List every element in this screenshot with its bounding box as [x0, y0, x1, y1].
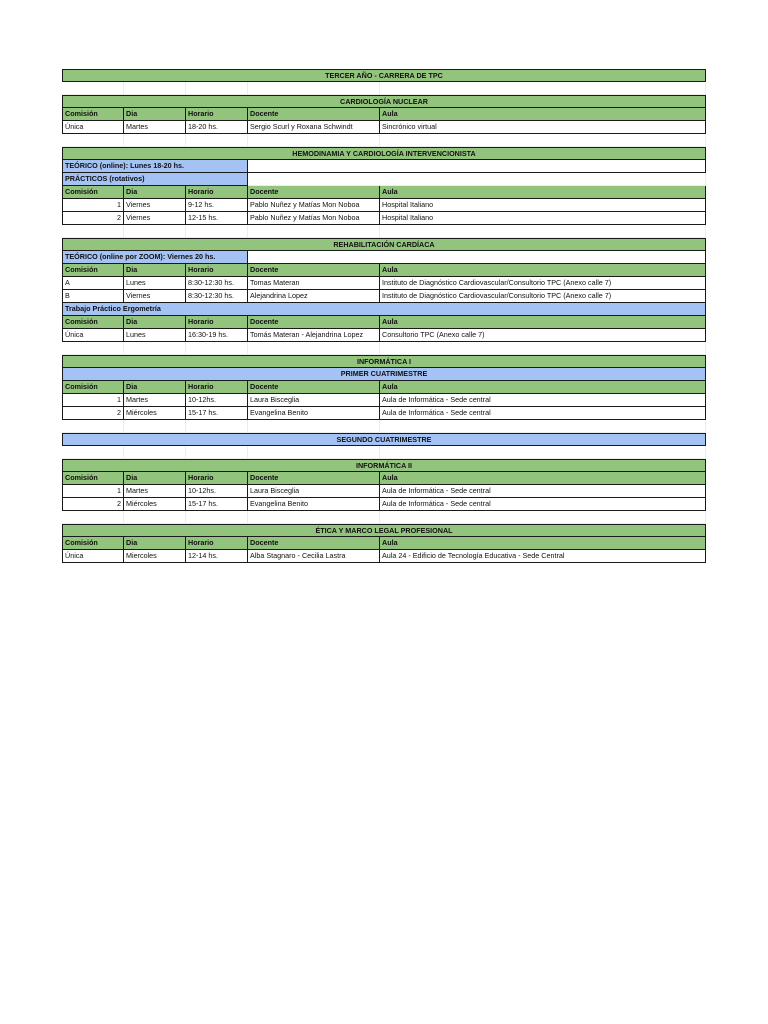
- practico-ergometria-info[interactable]: Trabajo Práctico Ergometría: [62, 303, 706, 316]
- schedule-sheet: [62, 69, 706, 563]
- col-comision[interactable]: Comisión: [62, 381, 124, 394]
- col-horario[interactable]: Horario: [186, 316, 248, 329]
- col-aula[interactable]: Aula: [380, 381, 706, 394]
- section-title-informatica-1[interactable]: INFORMÁTICA I: [62, 355, 706, 368]
- section-title-row: [62, 433, 706, 446]
- practicos-info[interactable]: PRÁCTICOS (rotativos): [62, 173, 248, 186]
- table-row: [62, 212, 706, 225]
- table-row: [62, 121, 706, 134]
- cell-docente[interactable]: Tomás Materan - Alejandrina Lopez: [248, 329, 380, 342]
- section-title-hemodinamia[interactable]: HEMODINAMIA Y CARDIOLOGÍA INTERVENCIONISTA: [62, 147, 706, 160]
- cell-horario[interactable]: 10-12hs.: [186, 485, 248, 498]
- cell-comision[interactable]: 1: [62, 199, 124, 212]
- col-aula[interactable]: Aula: [380, 472, 706, 485]
- cell-aula[interactable]: Instituto de Diagnóstico Cardiovascular/Consultorio TPC (Anexo calle 7): [380, 277, 706, 290]
- col-docente[interactable]: Docente: [248, 537, 380, 550]
- cell-docente[interactable]: Alba Stagnaro - Cecilia Lastra: [248, 550, 380, 563]
- col-docente[interactable]: Docente: [248, 186, 380, 199]
- cell-comision[interactable]: 1: [62, 394, 124, 407]
- col-aula[interactable]: Aula: [380, 108, 706, 121]
- info-row: [62, 251, 706, 264]
- cell-comision[interactable]: A: [62, 277, 124, 290]
- col-docente[interactable]: Docente: [248, 316, 380, 329]
- col-dia[interactable]: Dia: [124, 472, 186, 485]
- table-row: [62, 277, 706, 290]
- cell-dia[interactable]: Lunes: [124, 329, 186, 342]
- cell-aula[interactable]: Instituto de Diagnóstico Cardiovascular/Consultorio TPC (Anexo calle 7): [380, 290, 706, 303]
- table-row: [62, 290, 706, 303]
- column-header-row: [62, 264, 706, 277]
- table-row: [62, 550, 706, 563]
- cell-comision[interactable]: Única: [62, 121, 124, 134]
- empty-cell[interactable]: [248, 160, 706, 173]
- spacer-row: [62, 420, 706, 433]
- cell-horario[interactable]: 12-14 hs.: [186, 550, 248, 563]
- cell-horario[interactable]: 16:30-19 hs.: [186, 329, 248, 342]
- col-dia[interactable]: Dia: [124, 108, 186, 121]
- cell-dia[interactable]: Miercoles: [124, 550, 186, 563]
- column-header-row: [62, 316, 706, 329]
- section-title-segundo-cuatrimestre[interactable]: SEGUNDO CUATRIMESTRE: [62, 433, 706, 446]
- col-dia[interactable]: Dia: [124, 381, 186, 394]
- cell-comision[interactable]: 2: [62, 212, 124, 225]
- cell-docente[interactable]: Pablo Nuñez y Matías Mon Noboa: [248, 212, 380, 225]
- info-row: [62, 160, 706, 173]
- col-dia[interactable]: Dia: [124, 186, 186, 199]
- column-header-row: [62, 472, 706, 485]
- cell-aula[interactable]: Aula de Informática - Sede central: [380, 498, 706, 511]
- col-docente[interactable]: Docente: [248, 108, 380, 121]
- col-aula[interactable]: Aula: [380, 264, 706, 277]
- section-title-informatica-2[interactable]: INFORMÁTICA II: [62, 459, 706, 472]
- section-title-etica[interactable]: ÉTICA Y MARCO LEGAL PROFESIONAL: [62, 524, 706, 537]
- spacer-row: [62, 511, 706, 524]
- cell-aula[interactable]: Aula de Informática - Sede central: [380, 407, 706, 420]
- col-comision[interactable]: Comisión: [62, 108, 124, 121]
- col-horario[interactable]: Horario: [186, 537, 248, 550]
- col-docente[interactable]: Docente: [248, 472, 380, 485]
- cell-horario[interactable]: 9-12 hs.: [186, 199, 248, 212]
- sheet-title[interactable]: TERCER AÑO - CARRERA DE TPC: [62, 69, 706, 82]
- col-horario[interactable]: Horario: [186, 264, 248, 277]
- cell-aula[interactable]: Aula 24 - Edificio de Tecnología Educativa - Sede Central: [380, 550, 706, 563]
- spacer-row: [62, 225, 706, 238]
- cell-docente[interactable]: Laura Bisceglia: [248, 485, 380, 498]
- cell-horario[interactable]: 15-17 hs.: [186, 407, 248, 420]
- spacer-row: [62, 342, 706, 355]
- col-aula[interactable]: Aula: [380, 537, 706, 550]
- col-dia[interactable]: Dia: [124, 316, 186, 329]
- cell-dia[interactable]: Viernes: [124, 212, 186, 225]
- col-horario[interactable]: Horario: [186, 108, 248, 121]
- section-title-row: [62, 524, 706, 537]
- cell-dia[interactable]: Martes: [124, 121, 186, 134]
- cell-dia[interactable]: Martes: [124, 485, 186, 498]
- col-comision[interactable]: Comisión: [62, 316, 124, 329]
- table-row: [62, 498, 706, 511]
- section-title-row: [62, 355, 706, 368]
- cell-docente[interactable]: Sergio Scurl y Roxana Schwindt: [248, 121, 380, 134]
- table-row: [62, 199, 706, 212]
- cell-docente[interactable]: Pablo Nuñez y Matías Mon Noboa: [248, 199, 380, 212]
- cell-horario[interactable]: 10-12hs.: [186, 394, 248, 407]
- table-row: [62, 394, 706, 407]
- col-comision[interactable]: Comisión: [62, 264, 124, 277]
- col-comision[interactable]: Comisión: [62, 537, 124, 550]
- cell-horario[interactable]: 15-17 hs.: [186, 498, 248, 511]
- cell-aula[interactable]: Consultorio TPC (Anexo calle 7): [380, 329, 706, 342]
- cell-horario[interactable]: 8:30-12:30 hs.: [186, 290, 248, 303]
- cell-comision[interactable]: Única: [62, 329, 124, 342]
- cell-comision[interactable]: 2: [62, 407, 124, 420]
- table-row: [62, 485, 706, 498]
- section-title-rehabilitacion[interactable]: REHABILITACIÓN CARDÍACA: [62, 238, 706, 251]
- col-horario[interactable]: Horario: [186, 381, 248, 394]
- section-title-row: [62, 95, 706, 108]
- spacer-row: [62, 82, 706, 95]
- spacer-row: [62, 134, 706, 147]
- section-title-row: [62, 147, 706, 160]
- cell-docente[interactable]: Tomas Materan: [248, 277, 380, 290]
- col-aula[interactable]: Aula: [380, 316, 706, 329]
- cell-dia[interactable]: Martes: [124, 394, 186, 407]
- column-header-row: [62, 537, 706, 550]
- section-title-cardiologia[interactable]: CARDIOLOGÍA NUCLEAR: [62, 95, 706, 108]
- cell-dia[interactable]: Viernes: [124, 199, 186, 212]
- cell-comision[interactable]: B: [62, 290, 124, 303]
- col-aula[interactable]: Aula: [380, 186, 706, 199]
- section-subtitle-row: [62, 368, 706, 381]
- col-dia[interactable]: Dia: [124, 537, 186, 550]
- cell-comision[interactable]: Única: [62, 550, 124, 563]
- cell-dia[interactable]: Lunes: [124, 277, 186, 290]
- cell-aula[interactable]: Aula de Informática - Sede central: [380, 485, 706, 498]
- col-comision[interactable]: Comisión: [62, 472, 124, 485]
- cell-docente[interactable]: Evangelina Benito: [248, 498, 380, 511]
- cell-aula[interactable]: Aula de Informática - Sede central: [380, 394, 706, 407]
- col-dia[interactable]: Dia: [124, 264, 186, 277]
- section-title-row: [62, 459, 706, 472]
- table-row: [62, 329, 706, 342]
- spacer-row: [62, 446, 706, 459]
- info-row: [62, 173, 706, 186]
- cell-docente[interactable]: Evangelina Benito: [248, 407, 380, 420]
- teorico-info[interactable]: TEÓRICO (online por ZOOM): Viernes 20 hs.: [62, 251, 248, 264]
- cell-aula[interactable]: Hospital Italiano: [380, 212, 706, 225]
- column-header-row: [62, 186, 706, 199]
- section-title-row: [62, 238, 706, 251]
- col-docente[interactable]: Docente: [248, 381, 380, 394]
- col-horario[interactable]: Horario: [186, 186, 248, 199]
- col-docente[interactable]: Docente: [248, 264, 380, 277]
- cell-comision[interactable]: 1: [62, 485, 124, 498]
- table-row: [62, 407, 706, 420]
- column-header-row: [62, 381, 706, 394]
- cell-horario[interactable]: 18-20 hs.: [186, 121, 248, 134]
- cell-horario[interactable]: 8:30-12:30 hs.: [186, 277, 248, 290]
- cell-horario[interactable]: 12-15 hs.: [186, 212, 248, 225]
- empty-cell[interactable]: [248, 173, 706, 186]
- info-row: [62, 303, 706, 316]
- col-comision[interactable]: Comisión: [62, 186, 124, 199]
- sheet-title-row: [62, 69, 706, 82]
- cell-aula[interactable]: Hospital Italiano: [380, 199, 706, 212]
- cell-docente[interactable]: Alejandrina Lopez: [248, 290, 380, 303]
- cell-dia[interactable]: Miércoles: [124, 407, 186, 420]
- cell-comision[interactable]: 2: [62, 498, 124, 511]
- cell-aula[interactable]: Sincrónico virtual: [380, 121, 706, 134]
- empty-cell[interactable]: [248, 251, 706, 264]
- column-header-row: [62, 108, 706, 121]
- cell-dia[interactable]: Miércoles: [124, 498, 186, 511]
- cell-docente[interactable]: Laura Bisceglia: [248, 394, 380, 407]
- col-horario[interactable]: Horario: [186, 472, 248, 485]
- teorico-info[interactable]: TEÓRICO (online): Lunes 18-20 hs.: [62, 160, 248, 173]
- cell-dia[interactable]: Viernes: [124, 290, 186, 303]
- section-subtitle-primer-cuatrimestre[interactable]: PRIMER CUATRIMESTRE: [62, 368, 706, 381]
